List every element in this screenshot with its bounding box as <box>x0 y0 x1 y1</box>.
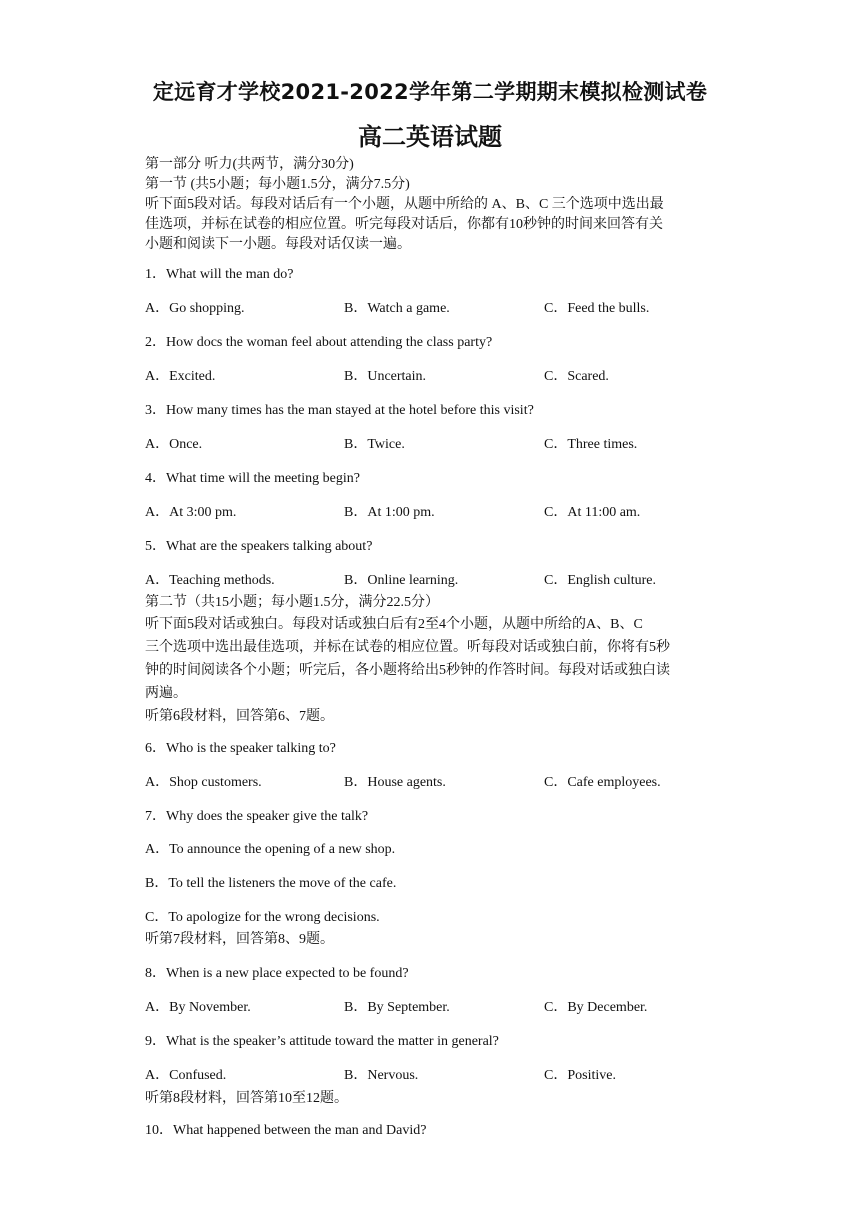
option-a: A．Shop customers. <box>145 775 262 790</box>
option-b: B．House agents. <box>344 775 446 790</box>
option-b: B．Twice. <box>344 437 405 452</box>
question-6: 6．Who is the speaker talking to? <box>145 741 336 756</box>
option-a: A．To announce the opening of a new shop. <box>145 842 396 857</box>
option-c: C．Three times. <box>544 437 638 452</box>
section1-instruction-line: 小题和阅读下一小题。每段对话仅读一遍。 <box>145 237 411 252</box>
section2-instruction-line: 钟的时间阅读各个小题；听完后，各小题将给出5秒钟的作答时间。每段对话或独白读 <box>145 663 670 678</box>
section1-heading: 第一节 (共5小题；每小题1.5分，满分7.5分) <box>145 177 410 192</box>
material-6-heading: 听第6段材料，回答第6、7题。 <box>145 709 334 724</box>
option-b: B．Nervous. <box>344 1068 419 1083</box>
material-7-heading: 听第7段材料，回答第8、9题。 <box>145 932 334 947</box>
option-a: A．Once. <box>145 437 203 452</box>
exam-title: 定远育才学校2021-2022学年第二学期期末模拟检测试卷 <box>152 80 708 104</box>
option-c: C．To apologize for the wrong decisions. <box>145 910 380 925</box>
question-3: 3．How many times has the man stayed at the hotel before this visit? <box>145 403 534 418</box>
section1-instruction-line: 佳选项，并标在试卷的相应位置。听完每段对话后，你都有10秒钟的时间来回答有关 <box>145 217 663 232</box>
option-b: B．To tell the listeners the move of the cafe. <box>145 876 397 891</box>
option-c: C．Cafe employees. <box>544 775 661 790</box>
section2-instruction-line: 听下面5段对话或独白。每段对话或独白后有2至4个小题，从题中所给的A、B、C <box>145 617 643 632</box>
option-a: A．By November. <box>145 1000 251 1015</box>
option-b: B．By September. <box>344 1000 450 1015</box>
option-c: C．At 11:00 am. <box>544 505 641 520</box>
material-8-heading: 听第8段材料，回答第10至12题。 <box>145 1091 348 1106</box>
question-1: 1．What will the man do? <box>145 267 294 282</box>
section1-instruction-line: 听下面5段对话。每段对话后有一个小题，从题中所给的 A、B、C 三个选项中选出最 <box>145 197 664 212</box>
option-c: C．By December. <box>544 1000 648 1015</box>
section2-instruction-line: 三个选项中选出最佳选项，并标在试卷的相应位置。听每段对话或独白前，你将有5秒 <box>145 640 670 655</box>
option-b: B．Watch a game. <box>344 301 450 316</box>
question-10: 10．What happened between the man and David? <box>145 1123 427 1138</box>
question-8: 8．When is a new place expected to be found? <box>145 966 409 981</box>
option-a: A．At 3:00 pm. <box>145 505 237 520</box>
option-c: C．Feed the bulls. <box>544 301 650 316</box>
question-2: 2．How docs the woman feel about attending the class party? <box>145 335 493 350</box>
part1-heading: 第一部分 听力(共两节，满分30分) <box>145 157 354 172</box>
option-b: B．Uncertain. <box>344 369 427 384</box>
question-7: 7．Why does the speaker give the talk? <box>145 809 369 824</box>
option-a: A．Go shopping. <box>145 301 245 316</box>
section2-instruction-line: 两遍。 <box>145 686 187 701</box>
option-c: C．Positive. <box>544 1068 616 1083</box>
option-b: B．At 1:00 pm. <box>344 505 435 520</box>
section2-heading: 第二节（共15小题；每小题1.5分，满分22.5分） <box>145 595 439 610</box>
option-b: B．Online learning. <box>344 573 459 588</box>
question-4: 4．What time will the meeting begin? <box>145 471 360 486</box>
option-c: C．English culture. <box>544 573 656 588</box>
option-c: C．Scared. <box>544 369 609 384</box>
option-a: A．Excited. <box>145 369 216 384</box>
option-a: A．Teaching methods. <box>145 573 275 588</box>
question-5: 5．What are the speakers talking about? <box>145 539 373 554</box>
question-9: 9．What is the speaker’s attitude toward the matter in general? <box>145 1034 499 1049</box>
option-a: A．Confused. <box>145 1068 227 1083</box>
exam-subtitle: 高二英语试题 <box>358 123 502 151</box>
